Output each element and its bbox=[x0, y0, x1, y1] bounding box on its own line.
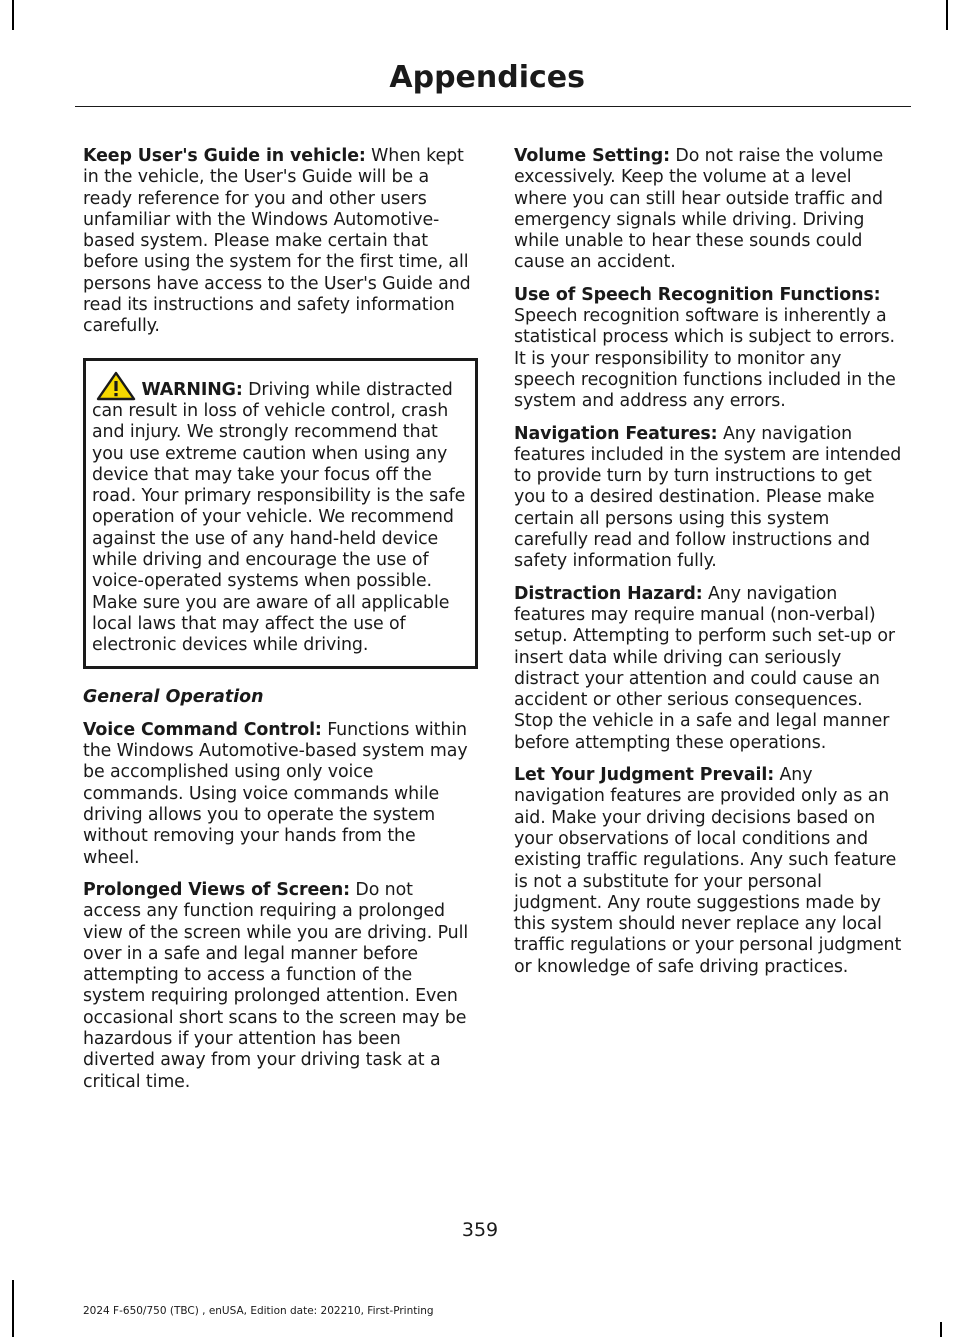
header-divider bbox=[75, 106, 911, 107]
judgment-label: Let Your Judgment Prevail: bbox=[514, 765, 775, 786]
warning-box bbox=[83, 358, 478, 669]
distraction-hazard-paragraph bbox=[514, 584, 906, 754]
footer-edition-info: 2024 F-650/750 (TBC) , enUSA, Edition date: 202210, First-Printing bbox=[83, 1305, 434, 1317]
keep-guide-text: When kept in the vehicle, the User's Guide will be a ready reference for you and other users unfamiliar with the Windows Automotive-based system. Please make certain that before using the system for the first time, all persons have access to the User's Guide and read its instructions and safety information carefully. bbox=[83, 146, 471, 337]
warning-triangle-icon bbox=[96, 371, 136, 401]
speech-recognition-label: Use of Speech Recognition Functions: bbox=[514, 284, 881, 305]
volume-setting-text: Do not raise the volume excessively. Keep the volume at a level where you can still hear outside traffic and emergency signals while driving. Driving while unable to hear these sounds could cause an accident. bbox=[514, 146, 884, 273]
distraction-hazard-label: Distraction Hazard: bbox=[514, 583, 703, 604]
volume-setting-label: Volume Setting: bbox=[514, 146, 670, 166]
keep-guide-label: Keep User's Guide in vehicle: bbox=[83, 146, 366, 166]
right-column bbox=[514, 146, 906, 989]
prolonged-views-label: Prolonged Views of Screen: bbox=[83, 879, 350, 900]
general-operation-heading: General Operation bbox=[83, 686, 264, 707]
speech-recognition-text: Speech recognition software is inherently a statistical process which is subject to errors. It is your responsibility to monitor any speech recognition functions included in the system and address any errors. bbox=[514, 306, 896, 412]
left-column bbox=[83, 146, 475, 1104]
warning-text: Driving while distracted can result in loss of vehicle control, crash and injury. We strongly recommend that you use extreme caution when using any device that may take your focus off the road. Your primary responsibility is the safe operation of your vehicle. We recommend against the use of any hand-held device while driving and encourage the use of voice-operated systems when possible. Make sure you are aware of all applicable local laws that may affect the use of electronic devices while driving. bbox=[92, 379, 466, 656]
crop-mark-bottom-right bbox=[940, 1322, 942, 1337]
warning-label: WARNING: bbox=[141, 379, 243, 400]
crop-mark-top-right bbox=[946, 0, 948, 30]
keep-guide-paragraph bbox=[83, 146, 475, 338]
speech-recognition-paragraph bbox=[514, 285, 906, 413]
distraction-hazard-text: Any navigation features may require manual (non-verbal) setup. Attempting to perform such set-up or insert data while driving can seriously distract your attention and could cause an accident or other serious consequences. Stop the vehicle in a safe and legal manner before attempting these operations. bbox=[514, 583, 895, 753]
volume-setting-paragraph bbox=[514, 146, 906, 274]
warning-paragraph bbox=[92, 371, 467, 657]
page-header-title: Appendices bbox=[389, 60, 585, 95]
crop-mark-top-left bbox=[12, 0, 14, 30]
judgment-text: Any navigation features are provided only as an aid. Make your driving decisions based on your observations of local conditions and existing traffic regulations. Any such feature is not a substitute for your personal judgment. Any route suggestions made by this system should never replace any local traffic regulations or your personal judgment or knowledge of safe driving practices. bbox=[514, 765, 902, 977]
prolonged-views-text: Do not access any function requiring a prolonged view of the screen while you are driving. Pull over in a safe and legal manner before attempting to access a function of the system requiring prolonged attention. Even occasional short scans to the screen may be hazardous if your attention has been diverted away from your driving task at a critical time. bbox=[83, 879, 469, 1092]
voice-command-label: Voice Command Control: bbox=[83, 719, 322, 740]
prolonged-views-paragraph bbox=[83, 880, 475, 1093]
navigation-features-paragraph bbox=[514, 424, 906, 573]
navigation-features-label: Navigation Features: bbox=[514, 423, 718, 444]
judgment-paragraph bbox=[514, 765, 906, 978]
crop-mark-bottom-left bbox=[12, 1280, 14, 1337]
voice-command-text: Functions within the Windows Automotive-based system may be accomplished using only voice commands. Using voice commands while driving allows you to operate the system without removing your hands from the wheel. bbox=[83, 719, 468, 868]
page-number: 359 bbox=[461, 1219, 499, 1241]
voice-command-paragraph bbox=[83, 720, 475, 869]
navigation-features-text: Any navigation features included in the system are intended to provide turn by turn instructions to get you to a desired destination. Please make certain all persons using this system carefully read and follow instructions and safety information fully. bbox=[514, 423, 902, 572]
